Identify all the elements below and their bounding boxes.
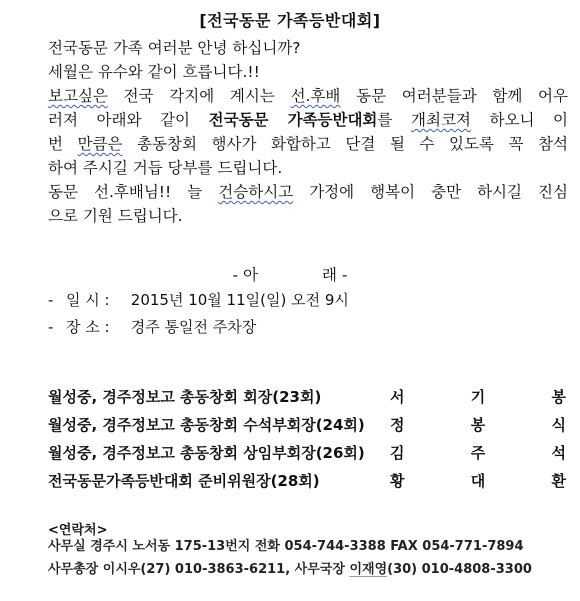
signatory-row (48, 439, 578, 467)
signatory-org: 월성중, 경주정보고 총동창회 회장(23회) (48, 388, 322, 406)
body-text: 만큼은 (77, 135, 123, 153)
signatory-row (48, 411, 578, 439)
name-char: 봉 (551, 388, 566, 406)
notice-right: 래 - (322, 266, 348, 284)
greeting-line-1: 전국동문 가족 여러분 안녕 하십니까? (48, 39, 301, 57)
signatory-row (48, 467, 578, 495)
contact-heading: <연락처> (48, 523, 108, 538)
place-bullet: - (48, 318, 54, 336)
signatory-org: 월성중, 경주정보고 총동창회 수석부회장(24회) (48, 416, 365, 434)
name-char: 서 (390, 388, 405, 406)
contact-line-2 (48, 560, 532, 580)
body-line-6: 하여 주시길 거듭 당부를 드립니다. (48, 159, 283, 177)
body-line-3 (48, 84, 568, 108)
body-text: 전국 각지에 계시는 (107, 87, 291, 105)
body-text: 건승하시고 (218, 183, 294, 201)
body-line-7 (48, 180, 568, 204)
body-text: 를 (377, 111, 411, 129)
body-text: 러져 아래와 같이 (48, 111, 209, 129)
name-char: 주 (470, 444, 486, 462)
date-value: 2015년 10월 11일(일) 오전 9시 (130, 291, 349, 309)
date-row (48, 288, 349, 312)
name-char: 석 (551, 444, 566, 462)
contact-text: 사무총장 이시우(27) 010-3863-6211, 사무국장 (48, 562, 350, 577)
place-value: 경주 통일전 주차장 (130, 318, 257, 336)
name-char: 정 (390, 416, 405, 434)
contact-text: (30) 010-4808-3300 (387, 562, 532, 577)
document-title: [전국동문 가족등반대회] (199, 11, 381, 30)
date-bullet: - (48, 291, 54, 309)
body-line-8: 으로 기원 드립니다. (48, 207, 183, 225)
date-label: 일 시 : (66, 291, 110, 309)
name-char: 황 (390, 472, 405, 490)
signatory-org: 전국동문가족등반대회 준비위원장(28회) (48, 472, 320, 490)
body-text: 개최코져 (411, 111, 471, 129)
greeting-line-2: 세월은 유수와 같이 흐릅니다.!! (48, 63, 260, 81)
letter-body (48, 36, 568, 228)
body-text: 보고싶은 (48, 87, 108, 105)
body-text: 선.후배 (290, 87, 341, 105)
signatory-name (390, 467, 566, 495)
signatory-row (48, 383, 578, 411)
signatory-name (390, 383, 566, 411)
body-text: 하오니 이 (470, 111, 568, 129)
signatory-name (390, 411, 566, 439)
body-text: 총동창회 행사가 화합하고 단결 될 수 있도록 꼭 참석 (122, 135, 568, 153)
name-char: 기 (470, 388, 486, 406)
signatories-block (48, 383, 578, 495)
name-char: 환 (551, 472, 566, 490)
body-text: 동문 선.후배님!! 늘 (48, 183, 219, 201)
contact-text: 이재영 (349, 562, 388, 577)
body-line-4 (48, 108, 568, 132)
signatory-name (390, 439, 566, 467)
name-char: 봉 (470, 416, 486, 434)
place-label: 장 소 : (66, 318, 110, 336)
contact-line-1: 사무실 경주시 노서동 175-13번지 전화 054-744-3388 FAX 054-771-7894 (48, 539, 524, 554)
body-line-5 (48, 132, 568, 156)
name-char: 김 (390, 444, 405, 462)
body-text: 번 (48, 135, 78, 153)
body-text: 가정에 행복이 충만 하시길 진심 (293, 183, 568, 201)
notice-left: - 아 (232, 266, 258, 284)
signatory-org: 월성중, 경주정보고 총동창회 상임부회장(26회) (48, 444, 365, 462)
name-char: 대 (470, 472, 486, 490)
place-row (48, 315, 256, 339)
notice-heading (0, 263, 580, 285)
name-char: 식 (551, 416, 566, 434)
body-text: 동문 여러분들과 함께 어우 (340, 87, 568, 105)
event-name-bold: 전국동문 가족등반대회 (208, 111, 378, 129)
